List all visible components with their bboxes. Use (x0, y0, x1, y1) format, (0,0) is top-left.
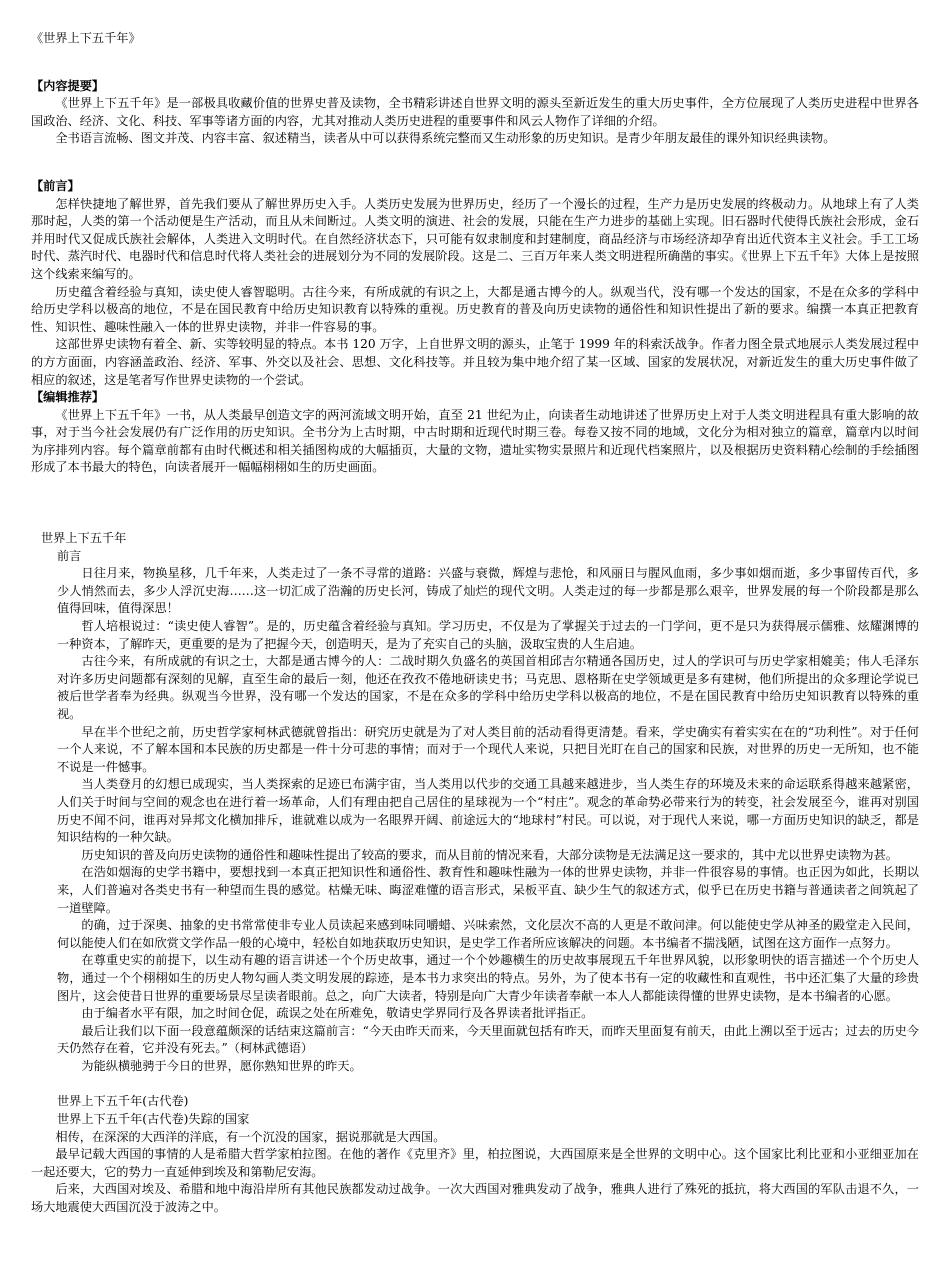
preface-paragraph: 的确，过于深奥、抽象的史书常常使非专业人员读起来感到味同嚼蜡、兴味索然，文化层次不高的人更是不敢问津。何以能使史学从神圣的殿堂走入民间，何以能使人们在如欣赏文学作品一般的心境中，轻松自如地获取历史知识，是史学工作者所应该解决的问题。本书编者不揣浅陋，试图在这方面作一点努力。 (57, 918, 919, 950)
chapter-title: 世界上下五千年(古代卷)失踪的国家 (57, 1112, 250, 1127)
chapter-paragraph: 最早记载大西国的事情的人是希腊大哲学家柏拉图。在他的著作《克里齐》里，柏拉图说，大西国原来是全世界的文明中心。这个国家比利比亚和小亚细亚加在一起还要大，它的势力一直延伸到埃及和第勒尼安海。 (31, 1147, 919, 1179)
book-preface-section (31, 530, 919, 1075)
foreword-paragraph: 这部世界史读物有着全、新、实等较明显的特点。本书 120 万字，上自世界文明的源头，止笔于 1999 年的科索沃战争。作者力图全景式地展示人类发展过程中的方方面面，内容涵盖政治、经济、军事、外交以及社会、思想、文化科技等。并且较为集中地介绍了某一区域、国家的发展状况，对新近发生的重大历史事件做了相应的叙述，这是笔者写作世界史读物的一个尝试。 (31, 337, 919, 387)
foreword-section (31, 178, 919, 389)
preface-paragraph: 在浩如烟海的史学书籍中，要想找到一本真正把知识性和通俗性、教育性和趣味性融为一体的世界史读物，并非一件很容易的事情。也正因为如此，长期以来，人们普遍对各类史书有一种望而生畏的感觉。枯燥无味、晦涩难懂的语言形式，呆板平直、缺少生气的叙述方式，似乎已在历史书籍与普通读者之间筑起了一道壁障。 (57, 865, 919, 915)
foreword-paragraph: 怎样快捷地了解世界，首先我们要从了解世界历史入手。人类历史发展为世界历史，经历了一个漫长的过程，生产力是历史发展的终极动力。从地球上有了人类那时起，人类的第一个活动便是生产活动，而且从未间断过。人类文明的演进、社会的发展，只能在生产力进步的基础上实现。旧石器时代使得氏族社会形成，金石并用时代又促成氏族社会解体，人类进入文明时代。在自然经济状态下，只可能有奴隶制度和封建制度，商品经济与市场经济却孕育出近代资本主义社会。手工工场时代、蒸汽时代、电器时代和信息时代将人类社会的进展划分为不同的发展阶段。这是二、三百万年来人类文明进程所确凿的事实。《世界上下五千年》大体上是按照这个线索来编写的。 (31, 196, 919, 281)
preface-paragraph: 为能纵横驰骋于今日的世界，愿你熟知世界的昨天。 (81, 1058, 362, 1073)
foreword-paragraph: 历史蕴含着经验与真知，读史使人睿智聪明。古往今来，有所成就的有识之上，大都是通古博今的人。纵观当代，没有哪一个发达的国家，不是在众多的学科中给历史学科以极高的地位，不是在国民教育中给历史知识教育以特殊的重视。历史教育的普及向历史读物的通俗性和知识性提出了新的要求。编撰一本真正把教育性、知识性、趣味性融入一体的世界史读物，并非一件容易的事。 (31, 284, 919, 334)
editor-recommendation-section (31, 389, 919, 477)
summary-section (31, 78, 919, 148)
preface-paragraph: 当人类登月的幻想已成现实，当人类探索的足迹已布满宇宙，当人类用以代步的交通工具越来越进步，当人类生存的环境及未来的命运联系得越来越紧密，人们关于时间与空间的观念也在进行着一场革命，人们有理由把自己居住的星球视为一个“村庄”。观念的革命势必带来行为的转变，社会发展至今，谁再对别国历史不闻不问，谁再对异邦文化横加排斥，谁就难以成为一名眼界开阔、前途远大的“地球村”村民。可以说，对于现代人来说，哪一方面历史知识的缺乏，都是知识结构的一种欠缺。 (57, 777, 919, 845)
document-title: 《世界上下五千年》 (31, 31, 141, 45)
chapter-paragraph: 相传，在深深的大西洋的洋底，有一个沉没的国家，据说那就是大西国。 (55, 1129, 446, 1144)
chapter-paragraph: 后来，大西国对埃及、希腊和地中海沿岸所有其他民族都发动过战争。一次大西国对雅典发动了战争，雅典人进行了殊死的抵抗，将大西国的军队击退不久，一场大地震使大西国沉没于波涛之中。 (31, 1182, 919, 1215)
summary-heading: 【内容提要】 (31, 78, 105, 93)
ancient-volume-section (31, 1093, 919, 1216)
editor-heading: 【编辑推荐】 (31, 390, 105, 405)
summary-paragraph: 全书语言流畅、图文并茂、内容丰富、叙述精当，读者从中可以获得系统完整而又生动形象的历史知识。是青少年朋友最佳的课外知识经典读物。 (55, 131, 836, 146)
preface-paragraph: 古往今来，有所成就的有识之士，大都是通古博今的人：二战时期久负盛名的英国首相邱吉尔精通各国历史，过人的学识可与历史学家相媲美；伟人毛泽东对许多历史问题都有深刻的见解，直至生命的最后一刻，他还在孜孜不倦地研读史书；马克思、恩格斯在史学领域更是多有建树，他们所提出的众多理论学说已被后世学者奉为经典。纵观当今世界，没有哪一个发达的国家，不是在众多的学科中给历史学科以极高的地位，不是在国民教育中给历史知识教育以特殊的重视。 (57, 654, 919, 721)
volume-title: 世界上下五千年(古代卷) (57, 1094, 189, 1109)
preface-paragraph: 历史知识的普及向历史读物的通俗性和趣味性提出了较高的要求，而从目前的情况来看，大部分读物是无法满足这一要求的，其中尤以世界史读物为甚。 (81, 847, 898, 862)
preface-paragraph: 日往月来，物换星移，几千年来，人类走过了一条不寻常的道路：兴盛与衰微，辉煌与悲怆，和风丽日与腥风血雨，多少事如烟而逝，多少事留传百代，多少人悄然而去，多少人浮沉史海……这一切汇成了浩瀚的历史长河，铸成了灿烂的现代文明。人类走过的每一步都是那么艰辛，世界发展的每一个阶段都是那么值得回味，值得深思！ (57, 566, 919, 616)
summary-paragraph: 《世界上下五千年》是一部极具收藏价值的世界史普及读物，全书精彩讲述自世界文明的源头至新近发生的重大历史事件，全方位展现了人类历史进程中世界各国政治、经济、文化、科技、军事等诸方面的内容，尤其对推动人类历史进程的重要事件和风云人物作了详细的介绍。 (31, 96, 919, 128)
preface-paragraph: 在尊重史实的前提下，以生动有趣的语言讲述一个个历史故事，通过一个个妙趣横生的历史故事展现五千年世界风貌，以形象明快的语言描述一个个历史人物，通过一个个栩栩如生的历史人物勾画人类文明发展的踪迹，是本书力求突出的特点。另外，为了使本书有一定的收藏性和直观性，书中还汇集了大量的珍贵图片，这会使昔日世界的重要场景尽呈读者眼前。总之，向广大读者，特别是向广大青少年读者奉献一本人人都能读得懂的世界史读物，是本书编者的心愿。 (57, 953, 919, 1003)
preface-paragraph: 早在半个世纪之前，历史哲学家柯林武德就曾指出：研究历史就是为了对人类目前的活动看得更清楚。看来，学史确实有着实实在在的“功利性”。对于任何一个人来说，不了解本国和本民族的历史都是一件十分可悲的事情；而对于一个现代人来说，只把目光盯在自己的国家和民族，对世界的历史一无所知，也不能不说是一件憾事。 (57, 724, 919, 774)
foreword-heading: 【前言】 (31, 178, 80, 193)
preface-paragraph: 由于编者水平有限，加之时间仓促，疏误之处在所难免，敬请史学界同行及各界读者批评指正。 (81, 1006, 594, 1021)
preface-paragraph: 最后让我们以下面一段意蕴颇深的话结束这篇前言：“今天由昨天而来，今天里面就包括有昨天，而昨天里面复有前天，由此上溯以至于远古；过去的历史今天仍然存在着，它并没有死去。”（柯林武德语） (57, 1023, 919, 1056)
document-page (31, 30, 919, 1217)
preface-label: 前言 (57, 548, 82, 563)
editor-paragraph: 《世界上下五千年》一书，从人类最早创造文字的两河流域文明开始，直至 21 世纪为止，向读者生动地讲述了世界历史上对于人类文明进程具有重大影响的故事，对于当今社会发展仍有广泛作用的历史知识。全书分为上古时期，中古时期和近现代时期三卷。每卷又按不同的地域，文化分为相对独立的篇章，篇章内以时间为序排列内容。每个篇章前都有由时代概述和相关插图构成的大幅插页，大量的文物，遗址实物实景照片和近现代档案照片，以及根据历史资料精心绘制的手绘插图形成了本书最大的特色，向读者展开一幅幅栩栩如生的历史画面。 (31, 407, 919, 475)
preface-paragraph: 哲人培根说过：“读史使人睿智”。是的，历史蕴含着经验与真知。学习历史，不仅是为了掌握关于过去的一门学问，更不是只为获得展示儒雅、炫耀渊博的一种资本，了解昨天，更重要的是为了把握今天，创造明天，是为了充实自己的头脑，汲取宝贵的人生启迪。 (57, 619, 919, 651)
book-title: 世界上下五千年 (41, 531, 127, 546)
